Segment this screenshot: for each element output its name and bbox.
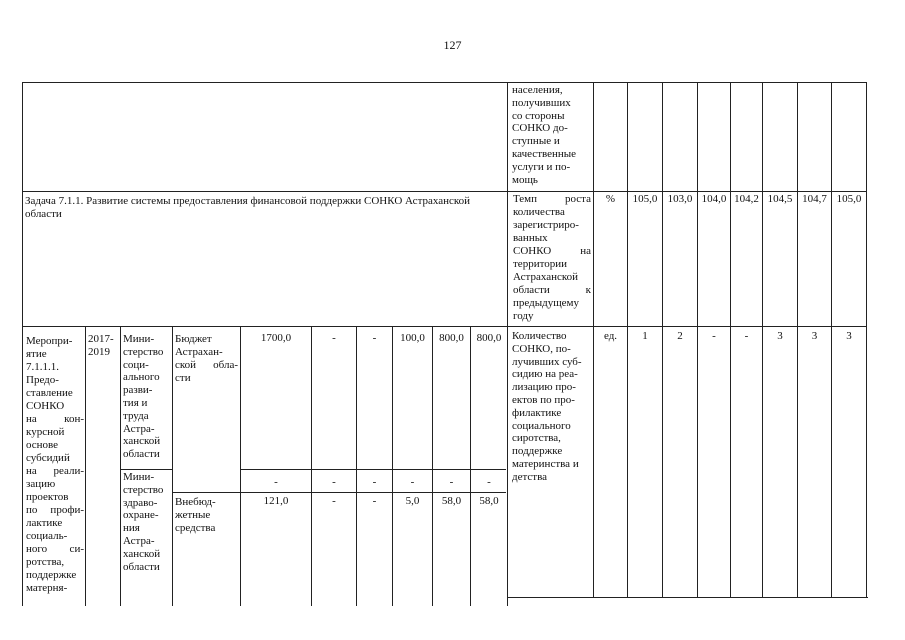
indicator-text: ванных — [513, 232, 548, 244]
funding-source: Астрахан- — [175, 346, 223, 358]
sub-row-divider — [120, 469, 173, 470]
measure-name: СОНКО — [26, 400, 65, 412]
indicator-text: Количество СОНКО, по- лучивших суб- сидию на реа- лизацию про- ектов по про- филактике социального сиротства, поддержке материнства и детства — [512, 330, 582, 483]
value-cell: 2 — [677, 330, 683, 342]
amount-cell: - — [332, 495, 336, 507]
value-cell: 3 — [777, 330, 783, 342]
value-cell: 1 — [642, 330, 648, 342]
measure-name: на реали- — [26, 465, 84, 477]
measure-name: ного си- — [26, 543, 84, 555]
col-divider — [240, 326, 241, 606]
sub-row-divider — [240, 469, 506, 470]
col-divider — [85, 326, 86, 606]
page-number: 127 — [443, 38, 462, 52]
indicator-text: территории — [513, 258, 568, 270]
value-cell: 103,0 — [667, 193, 693, 205]
table-left-border — [22, 82, 23, 606]
measure-name: ятие — [26, 348, 47, 360]
amount-cell: 800,0 — [439, 332, 464, 344]
amount-cell: 100,0 — [400, 332, 425, 344]
task-title: Задача 7.1.1. Развитие системы предоставления финансовой поддержки СОНКО Астраханской области — [25, 195, 471, 220]
col-divider — [507, 82, 508, 606]
measure-name: Предо- — [26, 374, 59, 386]
amount-cell: 58,0 — [441, 495, 462, 507]
table-bottom-border — [508, 597, 868, 598]
executor-cell: Мини- стерство здраво- охране- ния Астра- ханской области — [123, 471, 164, 573]
col-divider — [172, 326, 173, 606]
col-divider — [470, 326, 471, 606]
value-cell: 3 — [846, 330, 852, 342]
indicator-text: зарегистриро- — [513, 219, 579, 231]
value-cell: 104,0 — [701, 193, 727, 205]
value-cell: 105,0 — [836, 193, 862, 205]
measure-name: по профи- — [26, 504, 84, 516]
value-cell: 104,5 — [767, 193, 793, 205]
unit-cell: % — [605, 193, 616, 205]
amount-cell: - — [487, 476, 491, 488]
indicator-continuation: населения, получивших со стороны СОНКО до- ступные и качественные услуги и по- мощь — [512, 84, 577, 186]
measure-name: Меропри- — [26, 335, 73, 347]
col-divider — [356, 326, 357, 606]
sub-row-divider — [173, 492, 506, 493]
funding-source: Внебюд- жетные средства — [175, 496, 216, 534]
amount-cell: - — [449, 476, 454, 488]
col-divider — [311, 326, 312, 606]
indicator-text: СОНКО на — [513, 245, 591, 257]
funding-source: ской обла- — [175, 359, 238, 371]
indicator-text: количества — [513, 206, 565, 218]
amount-cell: - — [274, 476, 278, 488]
measure-name: основе — [26, 439, 59, 451]
executor-cell: Мини- стерство соци- ального разви- тия и труда Астра- ханской области — [123, 333, 164, 461]
amount-cell: 1700,0 — [260, 332, 292, 344]
indicator-text: предыдущему — [513, 297, 580, 309]
amount-cell: 121,0 — [263, 495, 289, 507]
amount-cell: - — [372, 495, 377, 507]
measure-name: лактике — [26, 517, 63, 529]
amount-cell: - — [410, 476, 415, 488]
value-cell: 104,7 — [802, 193, 827, 205]
amount-cell: - — [332, 332, 336, 344]
col-divider — [120, 326, 121, 606]
value-cell: 104,2 — [734, 193, 759, 205]
value-cell: 105,0 — [632, 193, 658, 205]
measure-name: зацию — [26, 478, 56, 490]
row-divider — [22, 326, 867, 327]
amount-cell: 5,0 — [405, 495, 420, 507]
table-right-border — [866, 82, 867, 598]
indicator-text: Астраханской — [513, 271, 579, 283]
value-cell: 3 — [811, 330, 818, 342]
measure-name: поддержке — [26, 569, 77, 581]
col-divider — [392, 326, 393, 606]
funding-source: сти — [175, 372, 191, 384]
value-cell: - — [744, 330, 749, 342]
measure-name: курсной — [26, 426, 65, 438]
table-top-border — [22, 82, 867, 83]
value-cell: - — [712, 330, 716, 342]
measure-name: ротства, — [26, 556, 65, 568]
measure-name: субсидий — [26, 452, 70, 464]
funding-source: Бюджет — [175, 333, 212, 345]
period-cell: 2017- 2019 — [88, 333, 114, 358]
row-divider — [22, 191, 867, 192]
amount-cell: - — [372, 476, 377, 488]
amount-cell: - — [372, 332, 377, 344]
amount-cell: 58,0 — [479, 495, 499, 507]
indicator-text: году — [513, 310, 534, 322]
indicator-text: области к — [513, 284, 591, 296]
indicator-text: Темп роста — [513, 193, 591, 205]
measure-name: на кон- — [26, 413, 84, 425]
measure-name: проектов — [26, 491, 69, 503]
measure-name: 7.1.1.1. — [26, 361, 59, 373]
amount-cell: - — [332, 476, 336, 488]
measure-name: социаль- — [26, 530, 68, 542]
unit-cell: ед. — [603, 330, 618, 342]
col-divider — [432, 326, 433, 606]
measure-name: матерня- — [26, 582, 68, 594]
measure-name: ставление — [26, 387, 73, 399]
amount-cell: 800,0 — [476, 332, 502, 344]
